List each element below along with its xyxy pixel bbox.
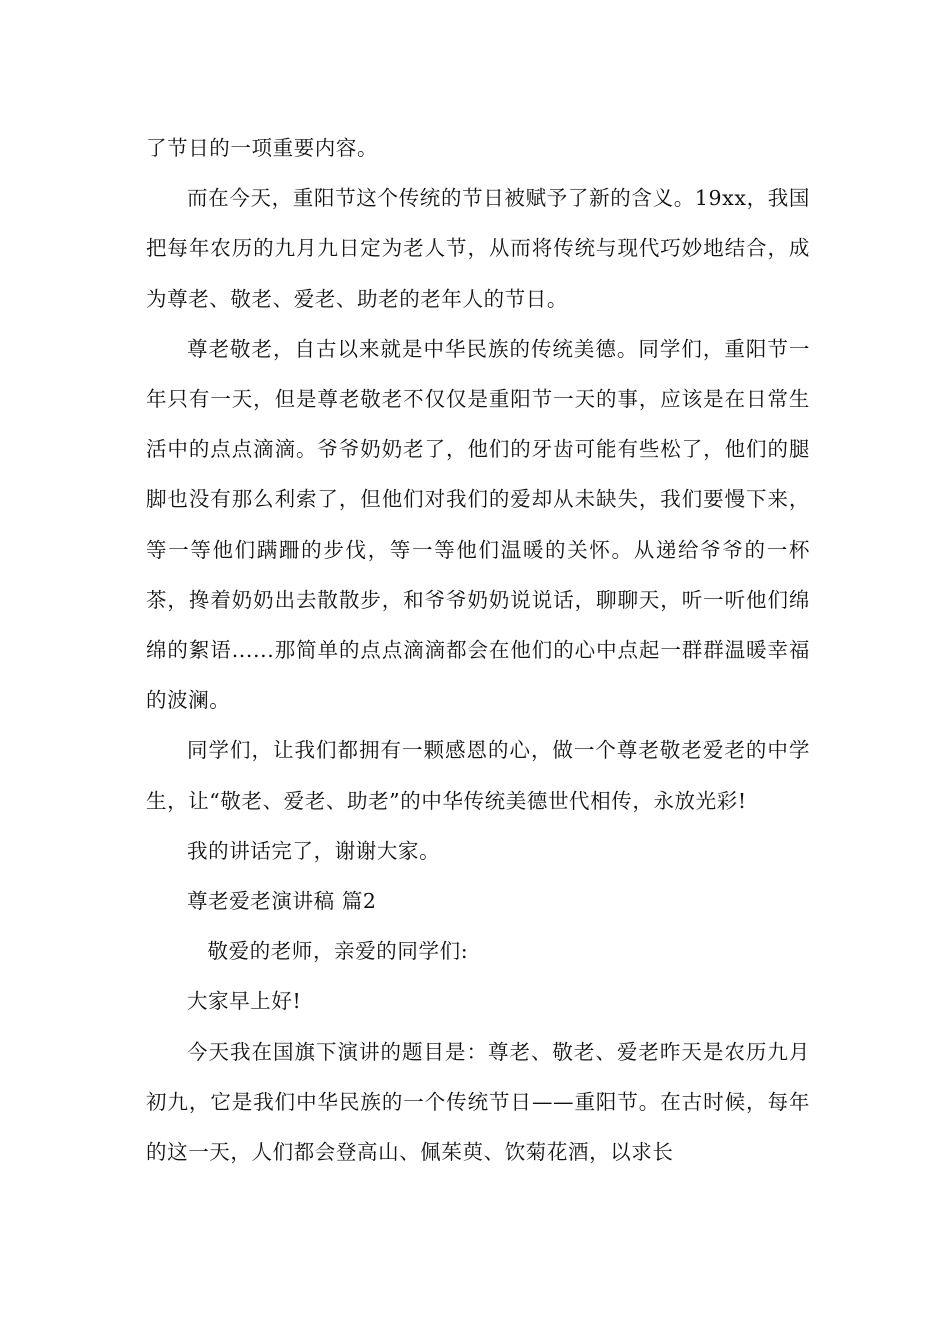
paragraph-2: 而在今天，重阳节这个传统的节日被赋予了新的含义。19xx，我国把每年农历的九月九日定为老人节，从而将传统与现代巧妙地结合，成为尊老、敬老、爱老、助老的老年人的节日。 [146,186,810,311]
paragraph-1: 了节日的一项重要内容。 [146,136,379,160]
paragraph-9: 今天我在国旗下演讲的题目是：尊老、敬老、爱老昨天是农历九月初九，它是我们中华民族的一个传统节日——重阳节。在古时候，每年的这一天，人们都会登高山、佩茱萸、饮菊花酒，以求长 [146,1039,810,1165]
document-body [146,123,810,1177]
section-heading: 尊老爱老演讲稿 篇2 [187,889,377,914]
salutation: 敬爱的老师，亲爱的同学们: [207,939,469,964]
paragraph-5: 我的讲话完了，谢谢大家。 [187,838,441,863]
paragraph-4: 同学们，让我们都拥有一颗感恩的心，做一个尊老敬老爱老的中学生，让“敬老、爱老、助老”的中华传统美德世代相传，永放光彩! [146,738,810,813]
greeting: 大家早上好! [187,989,302,1014]
paragraph-3: 尊老敬老，自古以来就是中华民族的传统美德。同学们，重阳节一年只有一天，但是尊老敬老不仅仅是重阳节一天的事，应该是在日常生活中的点点滴滴。爷爷奶奶老了，他们的牙齿可能有些松了，他们的腿脚也没有那么利索了，但他们对我们的爱却从未缺失，我们要慢下来，等一等他们蹒跚的步伐，等一等他们温暖的关怀。从递给爷爷的一杯茶，搀着奶奶出去散散步，和爷爷奶奶说说话，聊聊天，听一听他们绵绵的絮语......那简单的点点滴滴都会在他们的心中点起一群群温暖幸福的波澜。 [146,336,810,713]
